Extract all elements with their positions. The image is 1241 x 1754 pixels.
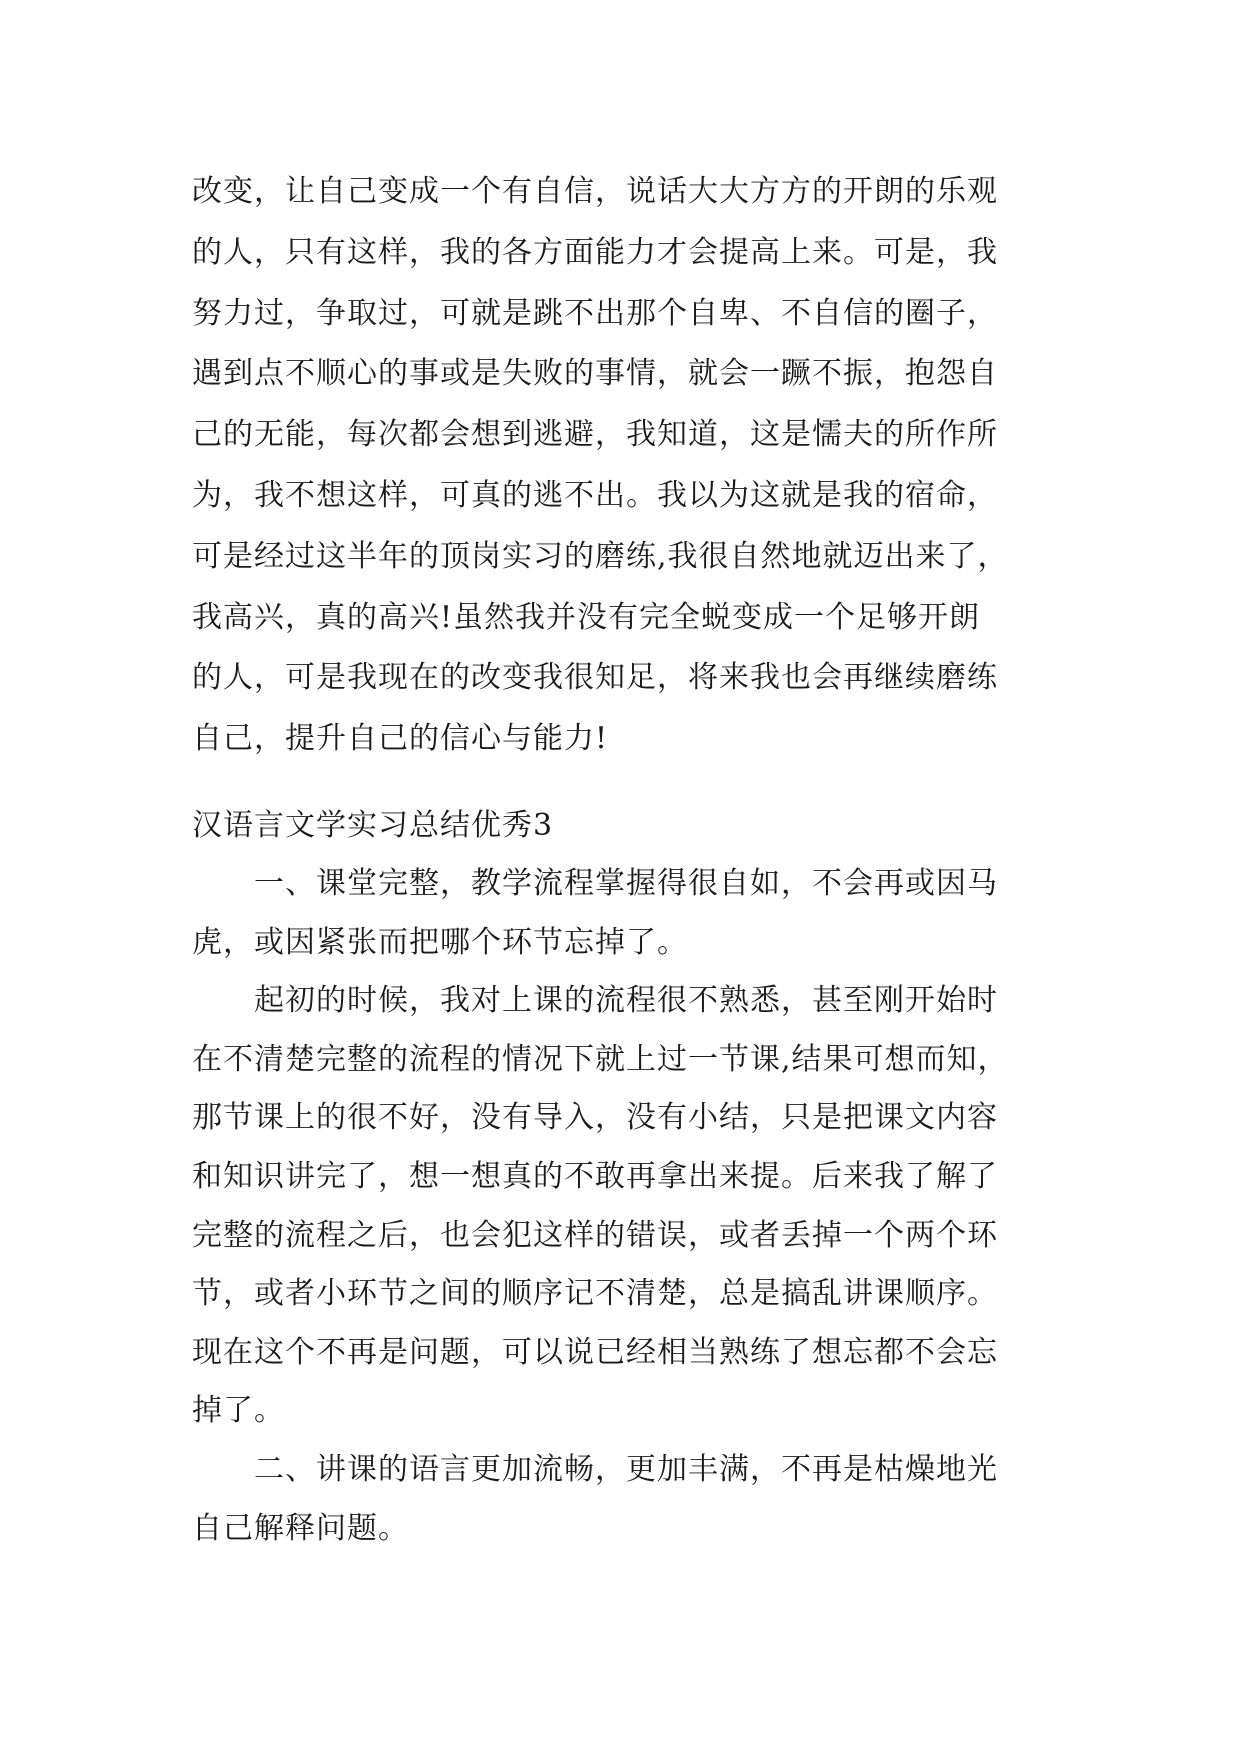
paragraph-line: 我高兴，真的高兴!虽然我并没有完全蜕变成一个足够开朗 (192, 599, 981, 635)
paragraph-line: 那节课上的很不好，没有导入，没有小结，只是把课文内容 (192, 1100, 998, 1136)
paragraph-line: 自己，提升自己的信心与能力! (192, 721, 609, 757)
paragraph-line: 遇到点不顺心的事或是失败的事情，就会一蹶不振，抱怨自 (192, 356, 998, 392)
paragraph-line: 二、讲课的语言更加流畅，更加丰满，不再是枯燥地光 (254, 1451, 998, 1487)
paragraph-line: 掉了。 (192, 1393, 285, 1429)
paragraph-line: 的人，可是我现在的改变我很知足，将来我也会再继续磨练 (192, 660, 998, 696)
paragraph-line: 在不清楚完整的流程的情况下就上过一节课,结果可想而知， (192, 1041, 1009, 1077)
paragraph-line: 自己解释问题。 (192, 1510, 409, 1546)
paragraph-line: 和知识讲完了，想一想真的不敢再拿出来提。后来我了解了 (192, 1158, 998, 1194)
paragraph-line: 完整的流程之后，也会犯这样的错误，或者丢掉一个两个环 (192, 1217, 998, 1253)
continuation-paragraph (192, 162, 1072, 770)
section-body (192, 855, 1072, 1558)
paragraph-line: 努力过，争取过，可就是跳不出那个自卑、不自信的圈子， (192, 295, 998, 331)
paragraph-line: 起初的时候，我对上课的流程很不熟悉，甚至刚开始时 (254, 983, 998, 1019)
paragraph-line: 现在这个不再是问题，可以说已经相当熟练了想忘都不会忘 (192, 1334, 998, 1370)
paragraph-line: 可是经过这半年的顶岗实习的磨练,我很自然地就迈出来了， (192, 538, 1009, 574)
paragraph-line: 一、课堂完整，教学流程掌握得很自如，不会再或因马 (254, 866, 998, 901)
paragraph-line: 虎，或因紧张而把哪个环节忘掉了。 (192, 924, 688, 960)
paragraph-line: 改变，让自己变成一个有自信，说话大大方方的开朗的乐观 (192, 174, 998, 209)
section-title: 汉语言文学实习总结优秀3 (192, 808, 554, 843)
paragraph-line: 的人，只有这样，我的各方面能力才会提高上来。可是，我 (192, 234, 998, 270)
paragraph-line: 为，我不想这样，可真的逃不出。我以为这就是我的宿命， (192, 477, 998, 513)
paragraph-line: 己的无能，每次都会想到逃避，我知道，这是懦夫的所作所 (192, 417, 998, 453)
paragraph-line: 节，或者小环节之间的顺序记不清楚，总是搞乱讲课顺序。 (192, 1276, 998, 1312)
